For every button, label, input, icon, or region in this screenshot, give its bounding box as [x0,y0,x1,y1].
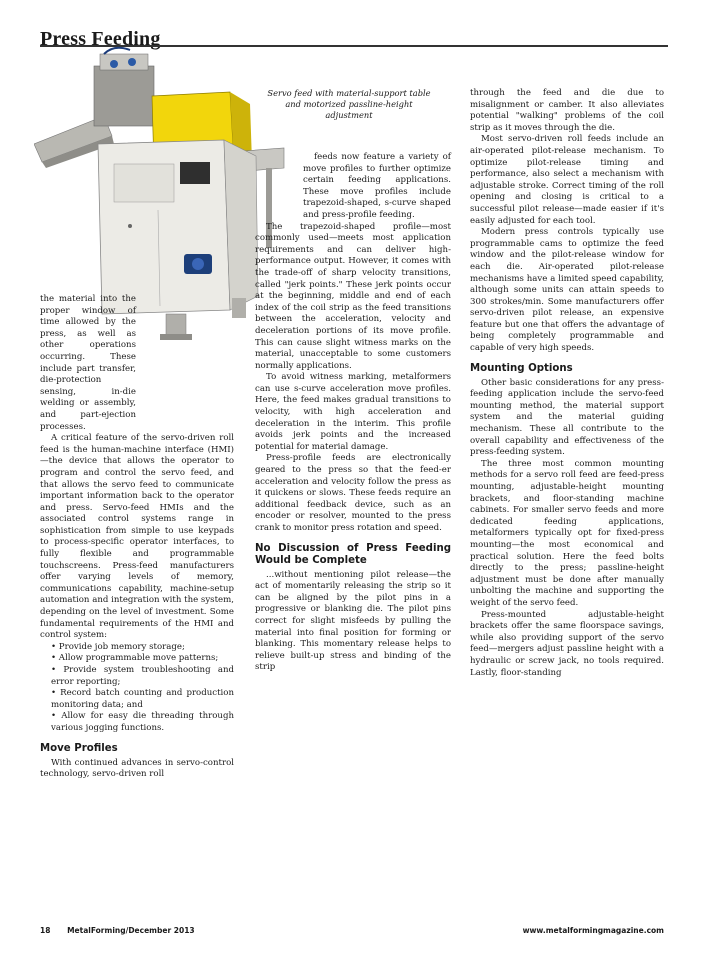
page-number: 18 [40,926,51,935]
list-item: • Record batch counting and production monitoring data; and [51,688,234,710]
heading-no-discussion: No Discussion of Press Feeding Would be Complete [255,542,451,566]
column-1 [40,294,234,781]
photo-caption: Servo feed with material-support table and motorized passline-height adjustment [267,88,431,120]
col2-paragraph-1: feeds now feature a variety of move profiles to further optimize certain feeding applications. These move profiles include trapezoid-shaped, s-curve shaped and press-profile feeding. [303,152,451,220]
col2-paragraph-2: The trapezoid-shaped profile—most commonly used—meets most application requirements and can deliver high-performance output. However, it comes with the trade-off of sharp velocity transitions, called "jerk points." These jerk points occur at the beginning, middle and end of each index of the coil strip as the feed transitions between the acceleration, velocity and deceleration portions of its move profile. This can cause slight witness marks on the material, unacceptable to some customers normally applications. [255,221,451,371]
footer-left [40,926,195,935]
col1-paragraph-2: A critical feature of the servo-driven roll feed is the human-machine interface (HMI)—the device that allows the operator to program and control the servo feed, and that allows the servo feed to communicate important information back to the operator and press. Servo-feed HMIs and the associated control systems range in sophistication from simple to use keypads to process-specific operator interfaces, to fully flexible and programmable touchscreens. Press-feed manufacturers offer varying levels of memory, communications capability, machine-setup automation and integration with the system, depending on the level of investment. Some fundamental requirements of the HMI and control system: [40,433,235,641]
col3-paragraph-4: Other basic considerations for any press-feeding application include the servo-feed mounting method, the material support system and the material guiding mechanism. These all contribute to the overall capability and effectiveness of the press-feeding system. [470,377,664,458]
column-2 [255,152,451,674]
col2-paragraph-3: To avoid witness marking, metalformers can use s-curve acceleration move profiles. Here, the feed makes gradual transitions to velocity, with high acceleration and deceleration in the interim. This profile avoids jerk points and the increased potential for material damage. [255,372,451,452]
col3-paragraph-5: The three most common mounting methods for a servo roll feed are feed-press mounting, adjustable-height mounting brackets, and floor-standing machine cabinets. For smaller servo feeds and more dedicated feeding applications, metalformers typically opt for fixed-press mounting—the most economical and practical solution. Here the feed bolts directly to the press; passline-height adjustment must be done after manually unbolting the machine and supporting the weight of the servo feed. [470,458,664,608]
col3-paragraph-1: through the feed and die due to misalignment or camber. It also alleviates potential "walking" problems of the coil strip as it moves through the die. [470,88,664,133]
publication-name: MetalForming/December 2013 [67,926,195,935]
col3-paragraph-2: Most servo-driven roll feeds include an air-operated pilot-release mechanism. To optimize pilot-release timing and performance, also select a mechanism with adjustable stroke. Correct timing of the roll opening and closing is critical to a successful pilot release—made easier if it's easily adjusted for each tool. [470,134,664,226]
list-item: • Allow programmable move patterns; [51,653,219,664]
section-title: Press Feeding [40,28,161,50]
col3-paragraph-6: Press-mounted adjustable-height brackets offer the same floorspace savings, while also providing support of the servo feed—mergers adjust passline height with a hydraulic or screw jack, no tools required. Lastly, floor-standing [470,609,664,678]
footer-url[interactable]: www.metalformingmagazine.com [522,926,664,935]
col2-paragraph-4: Press-profile feeds are electronically geared to the press so that the feed-er acceleration and velocity follow the press as it quickens or slows. These feeds require an additional feedback device, such as an encoder or resolver, mounted to the press crank to monitor press rotation and speed. [255,453,451,533]
list-item: • Allow for easy die threading through various jogging functions. [51,711,234,733]
col1-paragraph-3: With continued advances in servo-control technology, servo-driven roll [40,757,234,780]
col2-paragraph-5: ...without mentioning pilot release—the act of momentarily releasing the strip so it can be aligned by the pilot pins in a progressive or blanking die. The pilot pins correct for slight misfeeds by pulling the material into final position for forming or blanking. This momentary release helps to relieve built-up stress and binding of the strip [255,569,451,673]
heading-move-profiles: Move Profiles [40,742,118,754]
list-item: • Provide system troubleshooting and error reporting; [51,665,234,687]
list-item: • Provide job memory storage; [51,641,185,652]
col3-paragraph-3: Modern press controls typically use programmable cams to optimize the feed window and the pilot-release window for each die. Air-operated pilot-release mechanisms have a limited speed capability, although some units can attain speeds to 300 strokes/min. Some manufacturers offer servo-driven pilot release, an expensive feature but one that offers the advantage of being completely programmable and capable of very high speeds. [470,227,664,354]
column-3 [470,88,664,679]
col1-paragraph-1: the material into the proper window of time allowed by the press, as well as other operations occurring. These include part transfer, die-protection sensing, in-die welding or assembly, and part-ejection processes. [40,294,136,432]
heading-mounting-options: Mounting Options [470,362,573,374]
